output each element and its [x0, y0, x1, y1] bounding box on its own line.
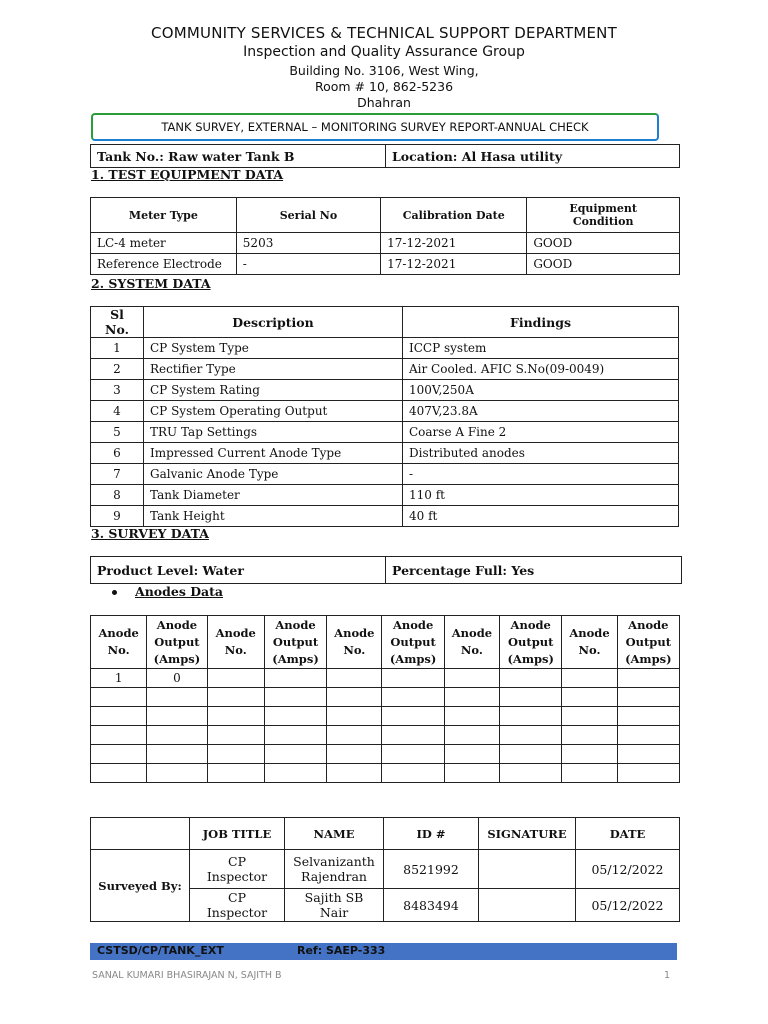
anode-no-cell	[562, 688, 617, 707]
cell: Rectifier Type	[144, 359, 403, 380]
anode-no-cell	[207, 745, 264, 764]
anode-output-cell	[500, 669, 562, 688]
building-address: Building No. 3106, West Wing,	[289, 63, 479, 78]
anode-output-cell	[147, 764, 207, 783]
signature-cell	[479, 889, 576, 922]
anode-no-header: Anode No.	[327, 616, 382, 669]
anode-output-cell	[500, 688, 562, 707]
cell: CP System Operating Output	[144, 401, 403, 422]
anode-output-cell	[382, 764, 444, 783]
anode-output-cell	[264, 688, 326, 707]
table-row	[91, 443, 679, 464]
cell: 05/12/2022	[576, 850, 680, 889]
anode-no-cell	[91, 745, 147, 764]
anode-no-cell	[207, 726, 264, 745]
anode-output-header: Anode Output (Amps)	[264, 616, 326, 669]
cell: Galvanic Anode Type	[144, 464, 403, 485]
cell: Tank Height	[144, 506, 403, 527]
col-header: Meter Type	[91, 198, 237, 233]
table-row	[91, 359, 679, 380]
anode-no-cell	[444, 745, 499, 764]
cell: Tank Diameter	[144, 485, 403, 506]
section-survey-data-title: 3. SURVEY DATA	[91, 526, 209, 541]
anode-no-header: Anode No.	[207, 616, 264, 669]
table-row	[91, 254, 680, 275]
anode-no-cell	[327, 707, 382, 726]
cell: 6	[91, 443, 144, 464]
anode-output-cell	[500, 726, 562, 745]
anode-no-cell	[91, 707, 147, 726]
anode-output-cell	[147, 745, 207, 764]
cell: Air Cooled. AFIC S.No(09-0049)	[403, 359, 679, 380]
anode-output-header: Anode Output (Amps)	[500, 616, 562, 669]
table-row	[91, 669, 680, 688]
cell: 17-12-2021	[381, 254, 527, 275]
product-level: Product Level: Water	[91, 557, 386, 584]
signature-cell	[479, 850, 576, 889]
anode-output-cell	[500, 707, 562, 726]
table-row	[91, 764, 680, 783]
table-row	[91, 338, 679, 359]
bullet-icon	[112, 590, 117, 595]
tank-info-table	[90, 144, 680, 168]
table-row	[91, 422, 679, 443]
cell: CP Inspector	[190, 889, 285, 922]
table-row	[91, 707, 680, 726]
cell: 110 ft	[403, 485, 679, 506]
anode-no-cell	[327, 688, 382, 707]
room-phone: Room # 10, 862-5236	[314, 79, 454, 94]
section-system-data-title: 2. SYSTEM DATA	[91, 276, 211, 291]
col-header: NAME	[285, 818, 384, 850]
cell: -	[403, 464, 679, 485]
anode-output-cell	[617, 745, 679, 764]
city: Dhahran	[357, 95, 411, 110]
cell: Impressed Current Anode Type	[144, 443, 403, 464]
tank-location: Location: Al Hasa utility	[386, 145, 680, 168]
col-header: Sl No.	[91, 307, 144, 338]
anode-output-cell	[617, 764, 679, 783]
anode-output-cell	[382, 745, 444, 764]
anode-no-header: Anode No.	[91, 616, 147, 669]
anode-output-cell	[500, 764, 562, 783]
table-row	[91, 745, 680, 764]
anode-no-cell	[91, 726, 147, 745]
cell: 7	[91, 464, 144, 485]
cell: 100V,250A	[403, 380, 679, 401]
cell: Sajith SB Nair	[285, 889, 384, 922]
anodes-data-label: Anodes Data	[135, 584, 224, 599]
report-title-banner: TANK SURVEY, EXTERNAL – MONITORING SURVEY REPORT-ANNUAL CHECK	[91, 113, 659, 141]
page-number: 1	[664, 970, 671, 981]
anode-output-cell	[382, 669, 444, 688]
col-header: Findings	[403, 307, 679, 338]
anode-output-cell	[264, 669, 326, 688]
anode-output-cell	[617, 669, 679, 688]
col-header	[91, 818, 190, 850]
anode-no-cell	[207, 707, 264, 726]
anode-no-cell	[562, 669, 617, 688]
anode-no-cell	[444, 726, 499, 745]
anode-output-cell	[147, 688, 207, 707]
cell: CP System Rating	[144, 380, 403, 401]
col-header: Serial No	[236, 198, 380, 233]
anode-no-cell	[327, 764, 382, 783]
anode-output-cell	[500, 745, 562, 764]
anode-no-cell: 1	[91, 669, 147, 688]
cell: 1	[91, 338, 144, 359]
cell: 8483494	[384, 889, 479, 922]
table-row	[91, 506, 679, 527]
anode-no-cell	[207, 764, 264, 783]
cell: 5	[91, 422, 144, 443]
anode-output-cell	[147, 707, 207, 726]
anode-output-cell	[617, 726, 679, 745]
cell: 8	[91, 485, 144, 506]
col-header: Description	[144, 307, 403, 338]
anode-output-header: Anode Output (Amps)	[147, 616, 207, 669]
signoff-table	[90, 817, 680, 922]
anode-output-cell	[382, 688, 444, 707]
cell: ICCP system	[403, 338, 679, 359]
anode-no-cell	[91, 764, 147, 783]
anode-output-cell: 0	[147, 669, 207, 688]
system-data-table	[90, 306, 679, 527]
cell: Reference Electrode	[91, 254, 237, 275]
cell: 05/12/2022	[576, 889, 680, 922]
anode-output-cell	[264, 726, 326, 745]
anode-output-cell	[382, 707, 444, 726]
cell: CP Inspector	[190, 850, 285, 889]
cell: 5203	[236, 233, 380, 254]
col-header: Equipment Condition	[527, 198, 680, 233]
anode-no-cell	[327, 669, 382, 688]
anode-output-cell	[617, 688, 679, 707]
table-row	[91, 464, 679, 485]
anode-no-header: Anode No.	[444, 616, 499, 669]
percentage-full: Percentage Full: Yes	[386, 557, 682, 584]
anode-no-header: Anode No.	[562, 616, 617, 669]
cell: 9	[91, 506, 144, 527]
cell: GOOD	[527, 233, 680, 254]
footer-bar	[90, 943, 677, 960]
product-level-table	[90, 556, 682, 584]
anode-output-header: Anode Output (Amps)	[617, 616, 679, 669]
anode-no-cell	[327, 745, 382, 764]
col-header: DATE	[576, 818, 680, 850]
anode-no-cell	[207, 688, 264, 707]
doc-code: CSTSD/CP/TANK_EXT	[97, 944, 224, 957]
anode-no-cell	[444, 669, 499, 688]
cell: 3	[91, 380, 144, 401]
group-name: Inspection and Quality Assurance Group	[243, 44, 525, 60]
footer-authors: SANAL KUMARI BHASIRAJAN N, SAJITH B	[92, 970, 282, 981]
anode-output-header: Anode Output (Amps)	[382, 616, 444, 669]
anode-output-cell	[264, 745, 326, 764]
cell: 40 ft	[403, 506, 679, 527]
table-row	[91, 726, 680, 745]
cell: 2	[91, 359, 144, 380]
department-title: COMMUNITY SERVICES & TECHNICAL SUPPORT DEPARTMENT	[151, 24, 617, 42]
tank-number: Tank No.: Raw water Tank B	[91, 145, 386, 168]
cell: Coarse A Fine 2	[403, 422, 679, 443]
anode-no-cell	[562, 707, 617, 726]
cell: TRU Tap Settings	[144, 422, 403, 443]
cell: 17-12-2021	[381, 233, 527, 254]
anode-output-cell	[382, 726, 444, 745]
anode-no-cell	[562, 745, 617, 764]
cell: Selvanizanth Rajendran	[285, 850, 384, 889]
anode-no-cell	[562, 764, 617, 783]
doc-ref: Ref: SAEP-333	[297, 944, 386, 957]
cell: CP System Type	[144, 338, 403, 359]
cell: -	[236, 254, 380, 275]
cell: Distributed anodes	[403, 443, 679, 464]
table-row	[91, 401, 679, 422]
surveyed-by-label: Surveyed By:	[91, 850, 190, 922]
anode-no-cell	[562, 726, 617, 745]
cell: GOOD	[527, 254, 680, 275]
table-row	[91, 485, 679, 506]
anodes-data-table	[90, 615, 680, 783]
cell: 407V,23.8A	[403, 401, 679, 422]
col-header: SIGNATURE	[479, 818, 576, 850]
table-row	[91, 380, 679, 401]
anode-no-cell	[207, 669, 264, 688]
cell: LC-4 meter	[91, 233, 237, 254]
anode-no-cell	[91, 688, 147, 707]
table-row	[91, 850, 680, 889]
anode-output-cell	[264, 764, 326, 783]
cell: 8521992	[384, 850, 479, 889]
anode-no-cell	[444, 707, 499, 726]
col-header: ID #	[384, 818, 479, 850]
anode-no-cell	[444, 688, 499, 707]
test-equipment-table	[90, 197, 680, 275]
anode-no-cell	[327, 726, 382, 745]
anode-output-cell	[617, 707, 679, 726]
col-header: Calibration Date	[381, 198, 527, 233]
anode-output-cell	[147, 726, 207, 745]
col-header: JOB TITLE	[190, 818, 285, 850]
table-row	[91, 233, 680, 254]
table-row	[91, 688, 680, 707]
section-test-equipment-title: 1. TEST EQUIPMENT DATA	[91, 167, 284, 182]
anodes-data-heading	[112, 584, 223, 599]
cell: 4	[91, 401, 144, 422]
anode-output-cell	[264, 707, 326, 726]
anode-no-cell	[444, 764, 499, 783]
